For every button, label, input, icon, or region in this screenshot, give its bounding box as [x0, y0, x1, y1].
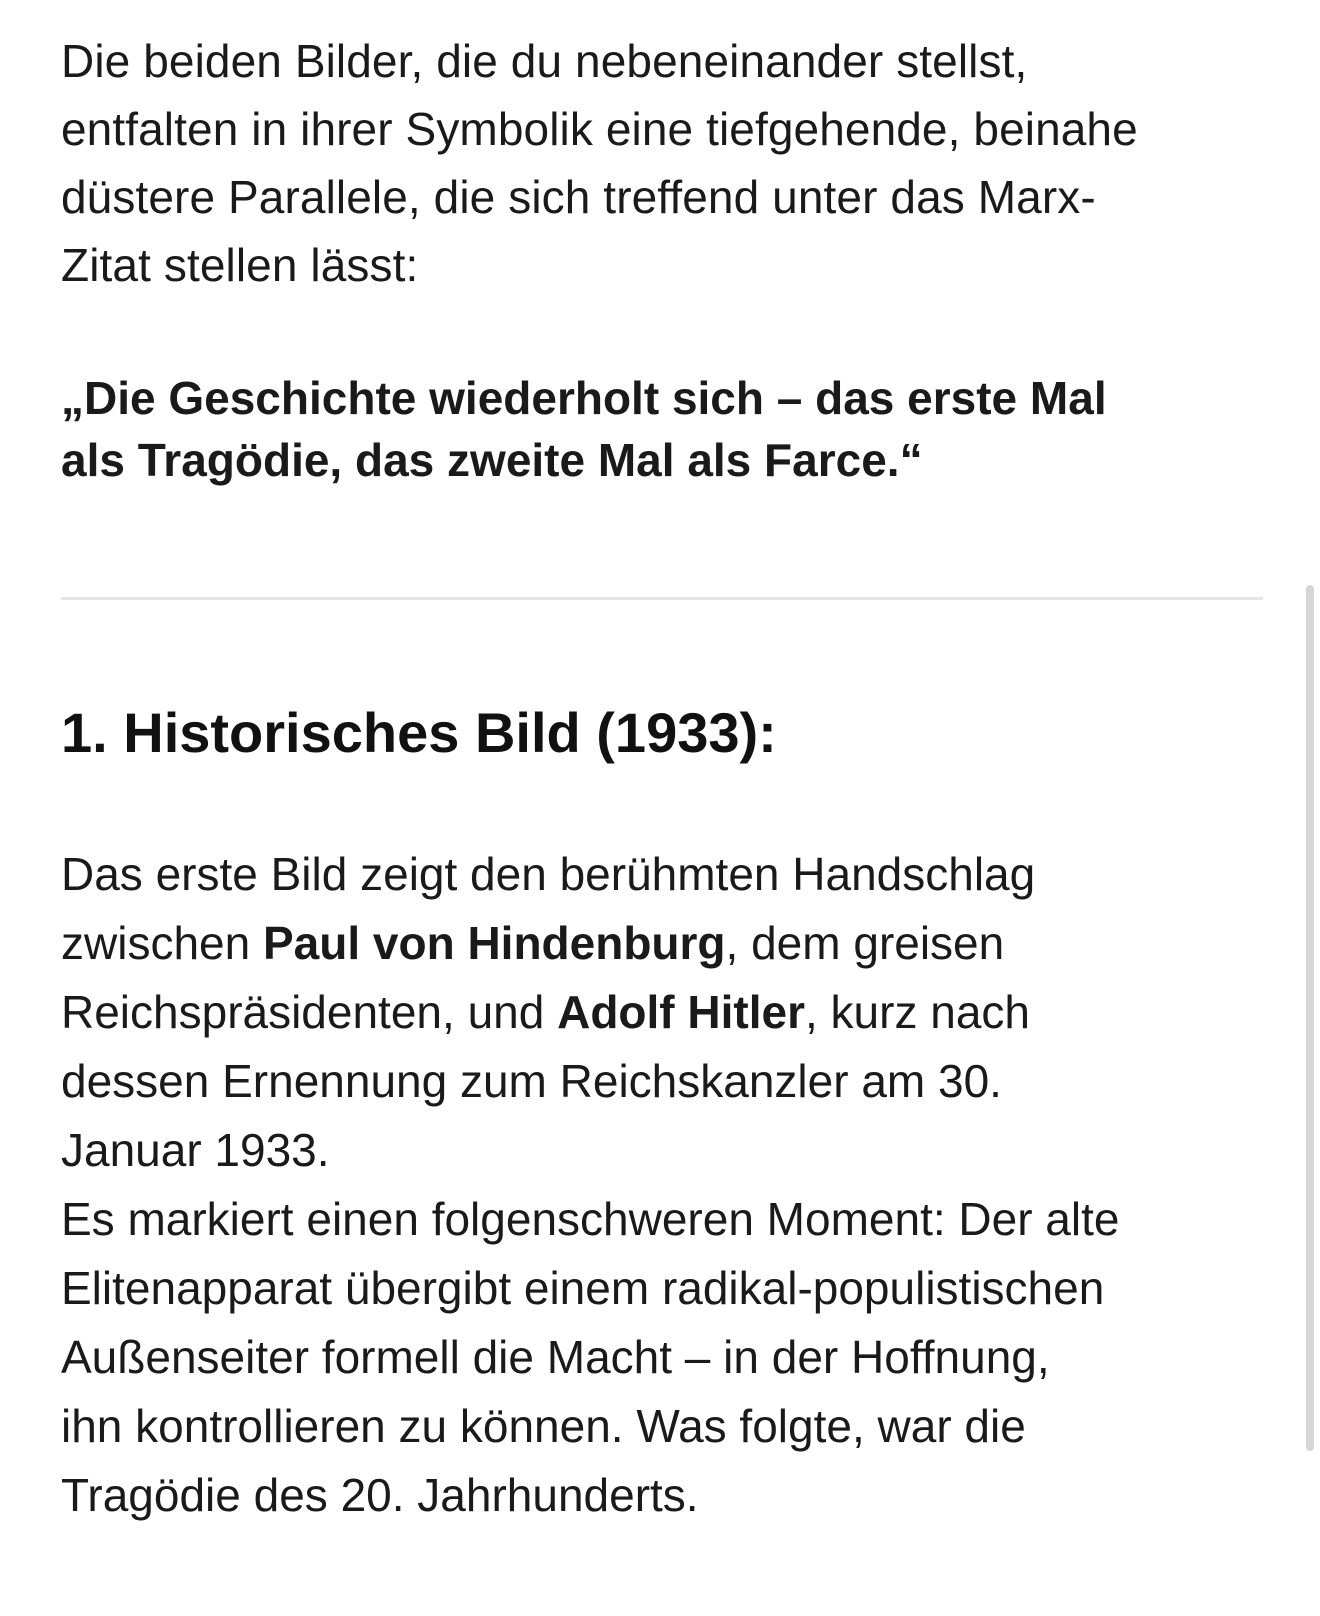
- body-line: Tragödie des 20. Jahrhunderts.: [61, 1469, 699, 1521]
- intro-line: entfalten in ihrer Symbolik eine tiefgehende, beinahe: [61, 103, 1138, 155]
- quote-line: „Die Geschichte wiederholt sich – das erste Mal: [61, 372, 1107, 424]
- body-line: Elitenapparat übergibt einem radikal-populistischen: [61, 1262, 1105, 1314]
- intro-paragraph: [61, 27, 1271, 299]
- vertical-scrollbar[interactable]: [1306, 585, 1314, 1451]
- section-heading: 1. Historisches Bild (1933):: [61, 701, 777, 764]
- body-line: dessen Ernennung zum Reichskanzler am 30.: [61, 1055, 1002, 1107]
- section-divider: [61, 597, 1263, 600]
- intro-line: düstere Parallele, die sich treffend unter das Marx-: [61, 171, 1096, 223]
- section-body: [61, 840, 1271, 1530]
- body-text-fragment: , dem greisen: [725, 917, 1005, 969]
- body-line: Es markiert einen folgenschweren Moment: Der alte: [61, 1193, 1120, 1245]
- bold-name-hindenburg: Paul von Hindenburg: [262, 917, 726, 969]
- intro-line: Die beiden Bilder, die du nebeneinander stellst,: [61, 35, 1028, 87]
- body-line: Das erste Bild zeigt den berühmten Handschlag: [61, 848, 1036, 900]
- body-text-fragment: , kurz nach: [805, 986, 1030, 1038]
- marx-quote: [61, 367, 1271, 491]
- body-line: Januar 1933.: [61, 1124, 330, 1176]
- body-text-fragment: zwischen: [61, 917, 263, 969]
- body-text-fragment: Reichspräsidenten, und: [61, 986, 558, 1038]
- body-line: Außenseiter formell die Macht – in der Hoffnung,: [61, 1331, 1050, 1383]
- quote-line: als Tragödie, das zweite Mal als Farce.“: [61, 434, 923, 486]
- body-line: ihn kontrollieren zu können. Was folgte, war die: [61, 1400, 1026, 1452]
- bold-name-hitler: Adolf Hitler: [557, 986, 805, 1038]
- intro-line: Zitat stellen lässt:: [61, 239, 419, 291]
